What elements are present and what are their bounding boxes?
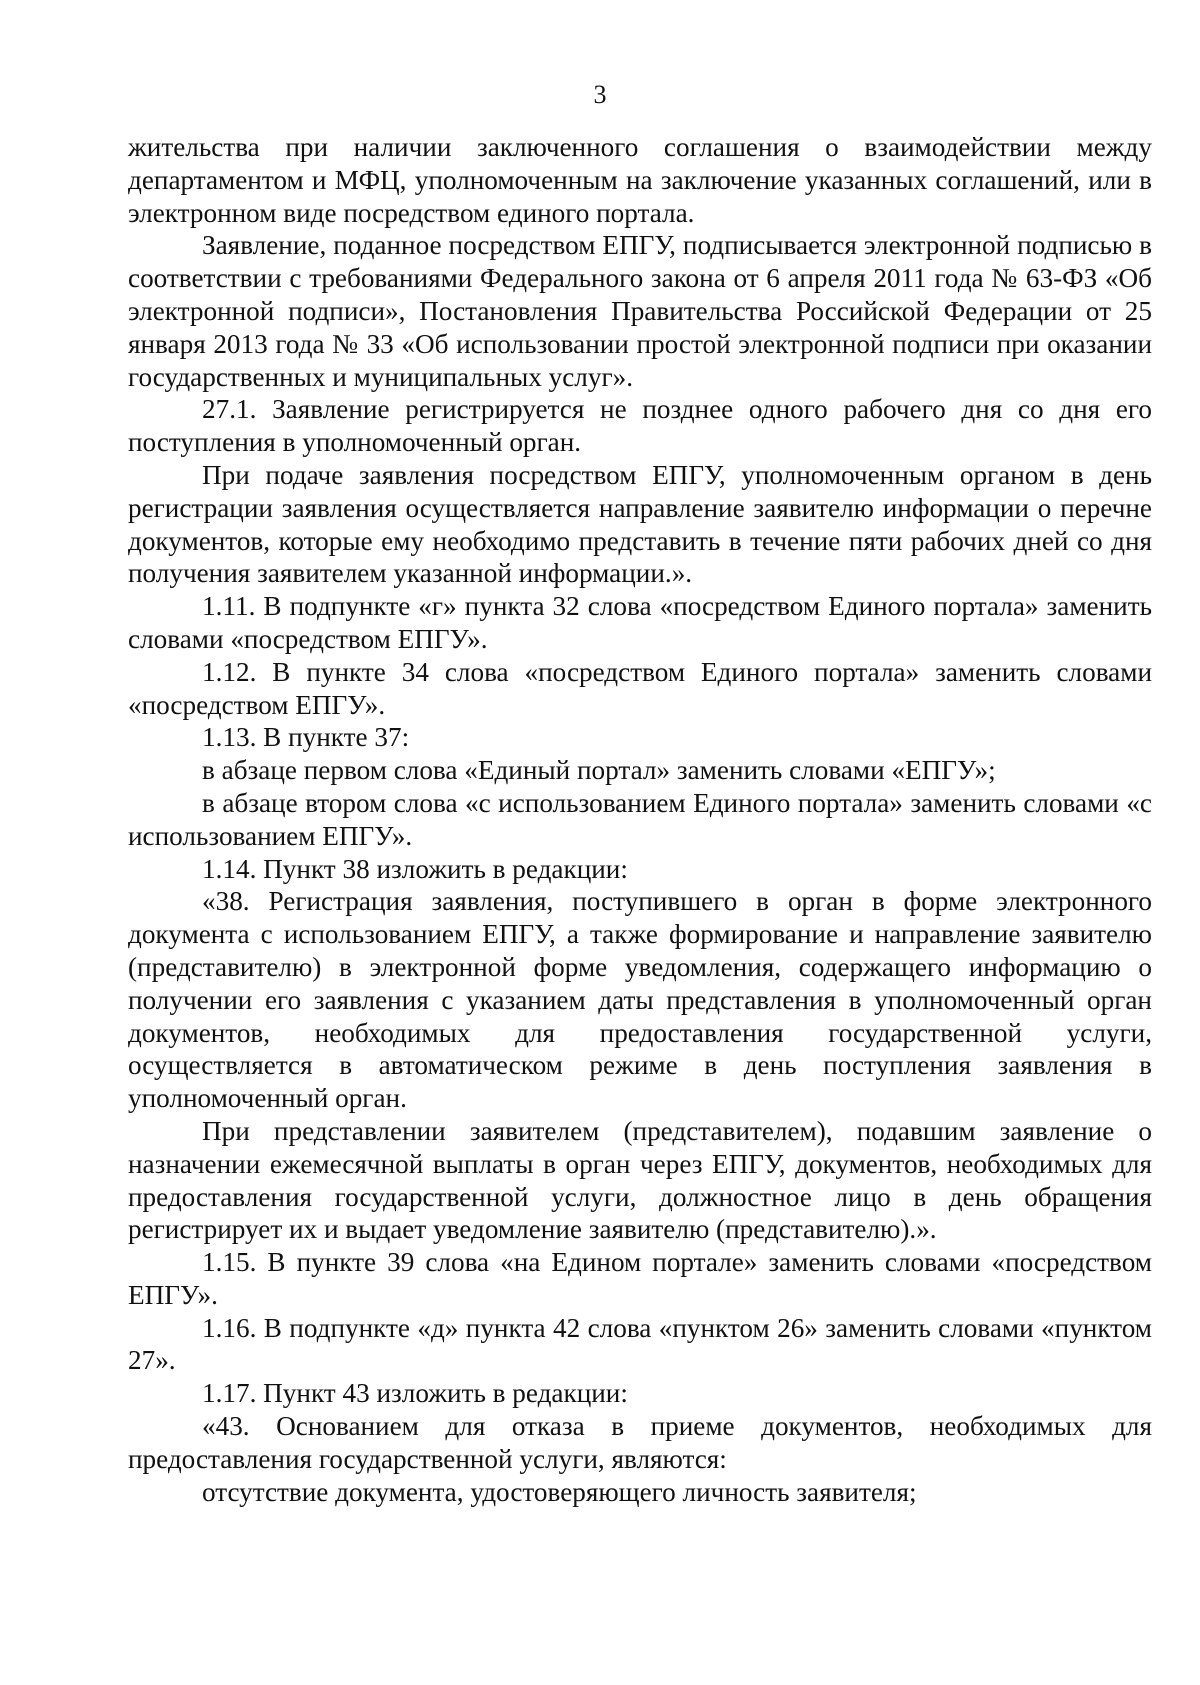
paragraph-1-13-first-abzac: в абзаце первом слова «Единый портал» заменить словами «ЕПГУ»;: [202, 755, 996, 786]
document-body: [128, 131, 1152, 1508]
paragraph-1-12: 1.12. В пункте 34 слова «посредством Единого портала» заменить словами «посредством ЕПГУ».: [128, 656, 1152, 720]
paragraph-1-17: 1.17. Пункт 43 изложить в редакции:: [202, 1378, 628, 1409]
paragraph-43-missing-id: отсутствие документа, удостоверяющего личность заявителя;: [202, 1476, 917, 1507]
paragraph-1-11: 1.11. В подпункте «г» пункта 32 слова «посредством Единого портала» заменить словами «посредством ЕПГУ».: [128, 591, 1152, 654]
paragraph-27-1: 27.1. Заявление регистрируется не позднее одного рабочего дня со дня его поступления в уполномоченный орган.: [128, 394, 1152, 458]
paragraph-1-15: 1.15. В пункте 39 слова «на Едином портале» заменить словами «посредством ЕПГУ».: [128, 1247, 1152, 1310]
page-number: 3: [593, 80, 607, 109]
paragraph-43-grounds: «43. Основанием для отказа в приеме документов, необходимых для предоставления государственной услуги, являются:: [128, 1411, 1152, 1474]
paragraph-epgu-submission: При подаче заявления посредством ЕПГУ, уполномоченным органом в день регистрации заявления осуществляется направление заявителю информации о перечне документов, которые ему необходимо представить в течение пяти рабочих дней со дня получения заявителем указанной информации.».: [128, 459, 1152, 589]
paragraph-38-representation: При представлении заявителем (представителем), подавшим заявление о назначении ежемесячной выплаты в орган через ЕПГУ, документов, необходимых для предоставления государственной услуги, должностное лицо в день обращения регистрирует их и выдает уведомление заявителю (представителю).».: [128, 1115, 1152, 1245]
paragraph-38-registration: «38. Регистрация заявления, поступившего в орган в форме электронного документа с использованием ЕПГУ, а также формирование и направление заявителю (представителю) в электронной форме уведомления, содержащего информацию о получении его заявления с указанием даты представления в уполномоченный орган документов, необходимых для предоставления государственной услуги, осуществляется в автоматическом режиме в день поступления заявления в уполномоченный орган.: [128, 886, 1152, 1114]
paragraph-epgu-signature: Заявление, поданное посредством ЕПГУ, подписывается электронной подписью в соответствии с требованиями Федерального закона от 6 апреля 2011 года № 63-ФЗ «Об электронной подписи», Постановления Правительства Российской Федерации от 25 января 2013 года № 33 «Об использовании простой электронной подписи при оказании государственных и муниципальных услуг».: [128, 230, 1152, 392]
paragraph-1-13: 1.13. В пункте 37:: [202, 722, 410, 753]
paragraph-1-13-second-abzac: в абзаце втором слова «с использованием Единого портала» заменить словами «с использованием ЕПГУ».: [128, 787, 1152, 851]
paragraph-residence-continuation: жительства при наличии заключенного соглашения о взаимодействии между департаментом и МФЦ, уполномоченным на заключение указанных соглашений, или в электронном виде посредством единого портала.: [128, 132, 1152, 228]
paragraph-1-16: 1.16. В подпункте «д» пункта 42 слова «пунктом 26» заменить словами «пунктом 27».: [128, 1312, 1152, 1376]
paragraph-1-14: 1.14. Пункт 38 изложить в редакции:: [202, 853, 628, 884]
